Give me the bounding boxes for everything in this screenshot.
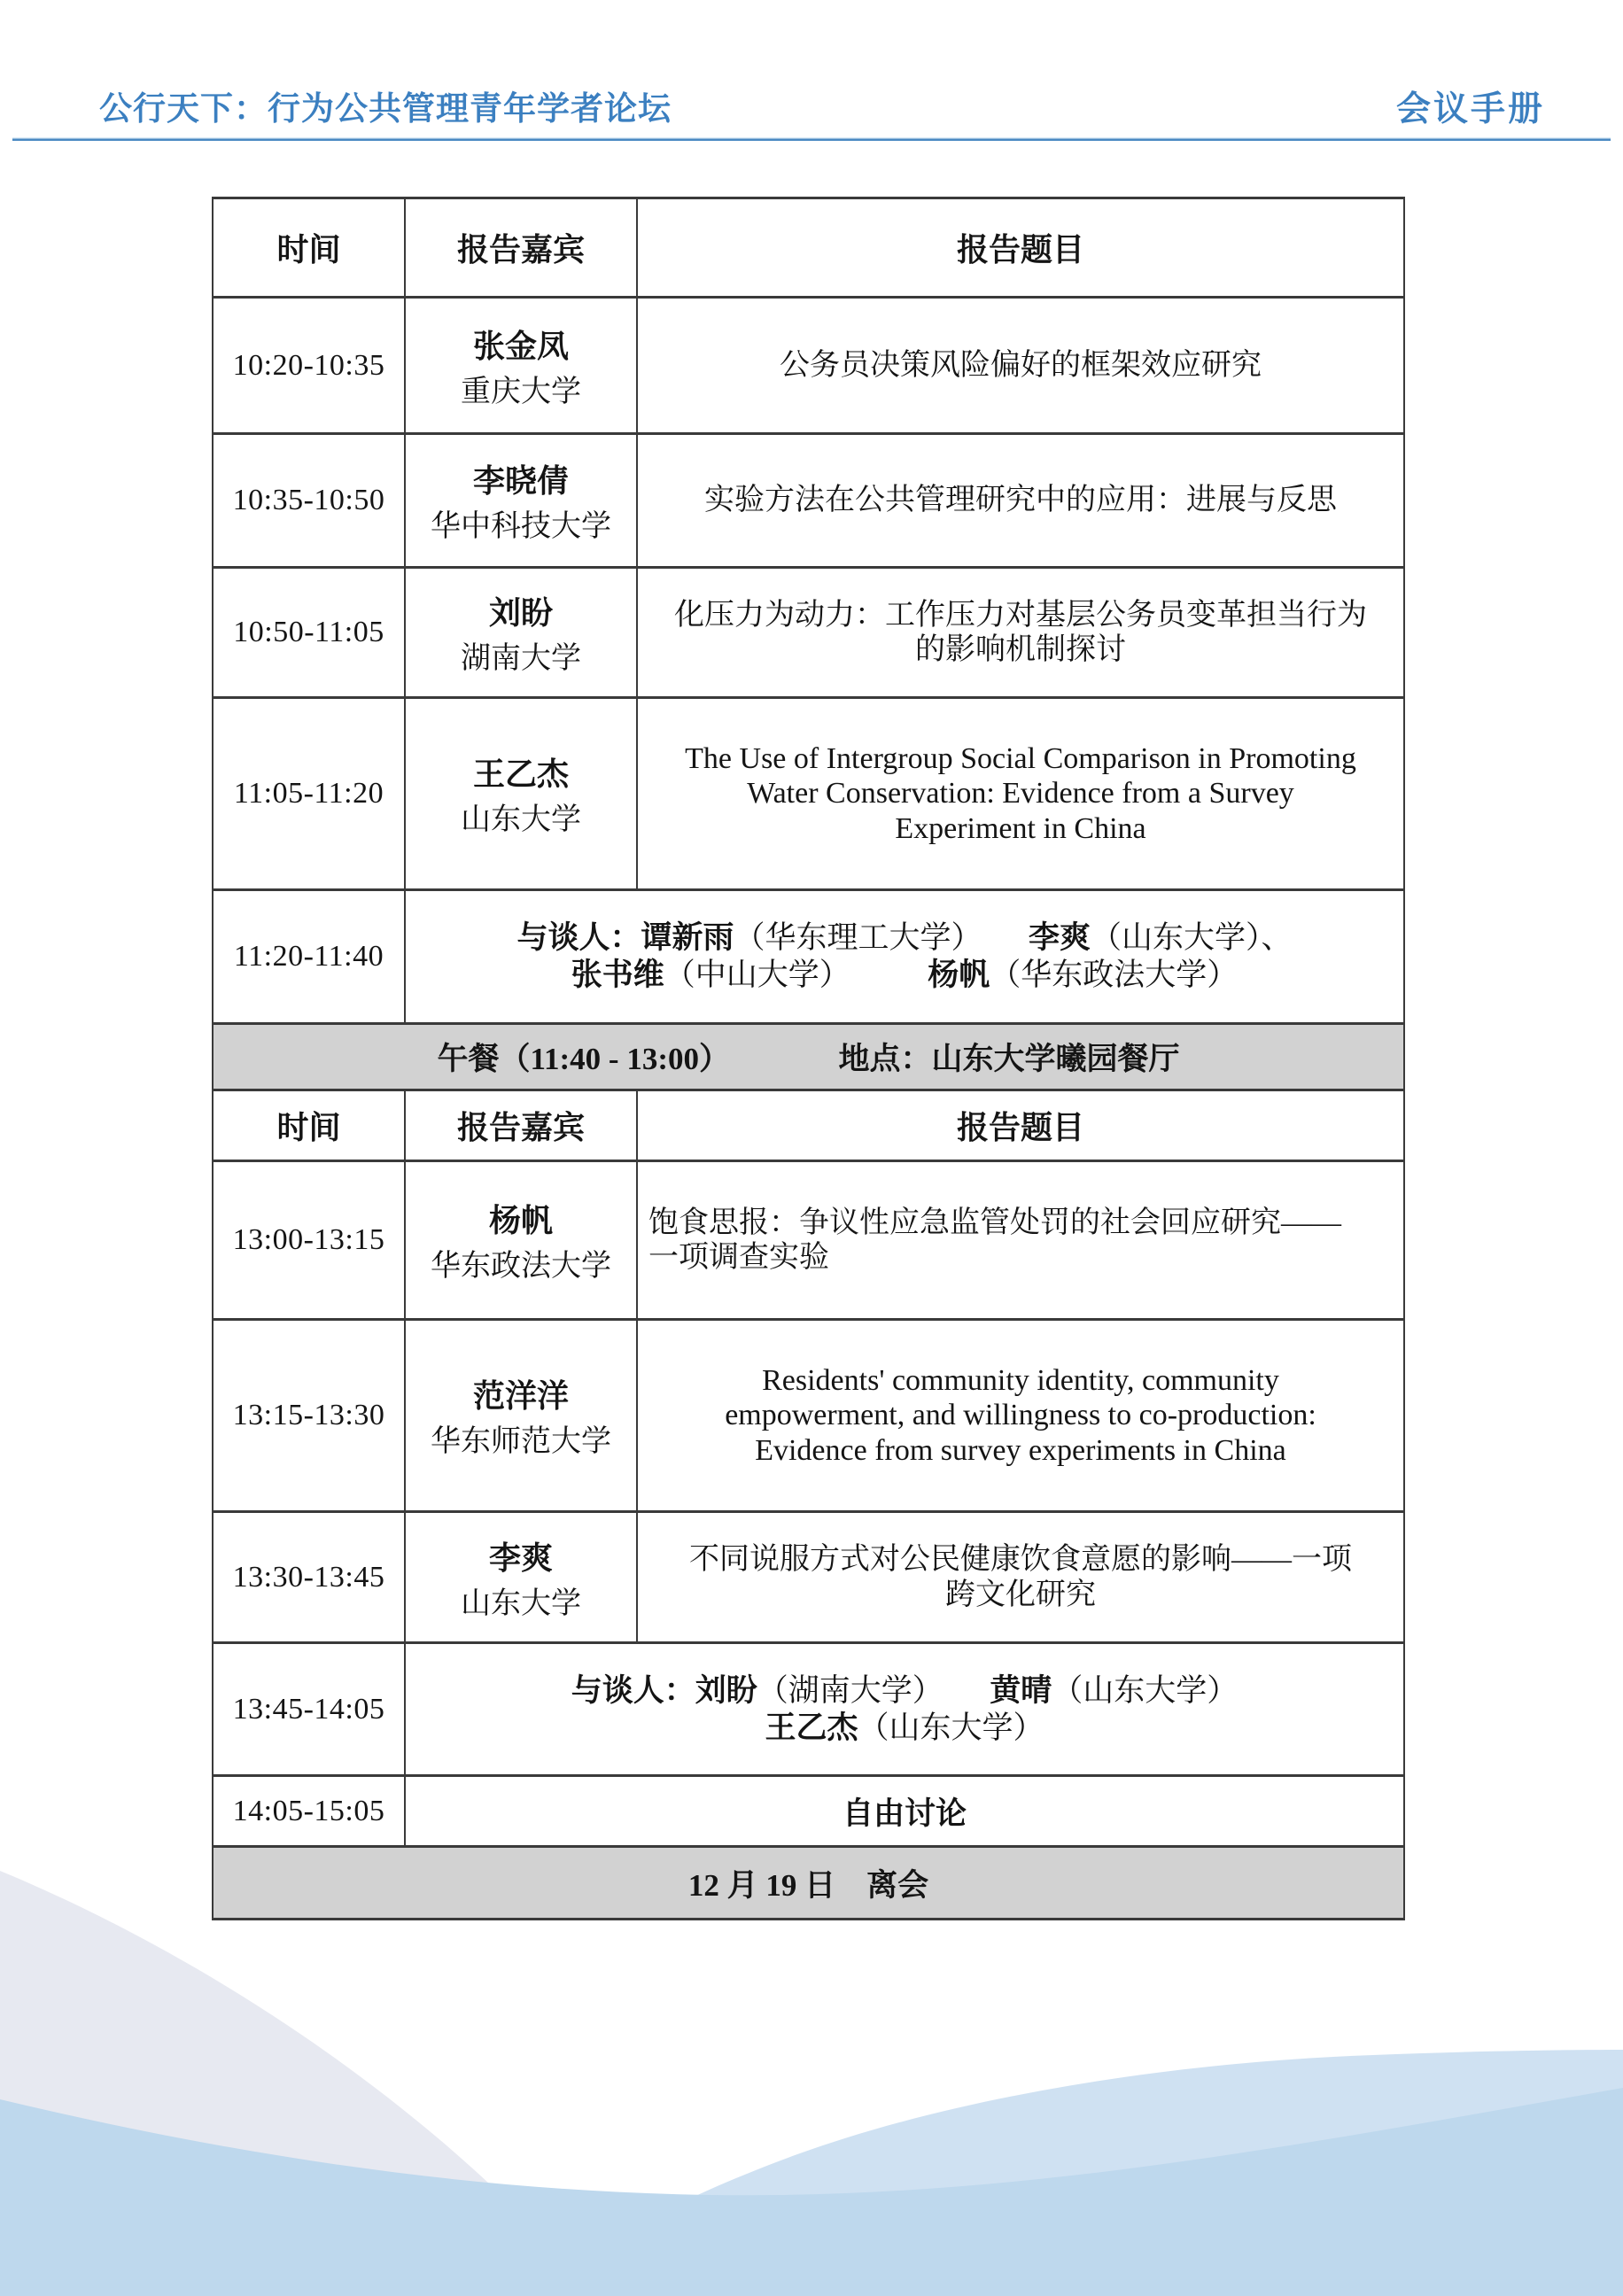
banner-row <box>213 1024 1404 1090</box>
schedule-row <box>213 698 1404 890</box>
affiliation-text <box>928 1673 990 1708</box>
person-name-text: 与谈人：刘盼 <box>571 1672 757 1708</box>
schedule-table <box>212 197 1405 1920</box>
speaker-box <box>406 1196 636 1284</box>
person-name-text: 张书维 <box>571 958 664 992</box>
speaker-name: 刘盼 <box>488 595 553 631</box>
speaker-cell <box>405 1161 637 1320</box>
header-divider <box>12 137 1611 141</box>
column-header-0: 时间 <box>213 1090 405 1161</box>
discussant-line <box>406 1710 1403 1747</box>
speaker-name: 杨帆 <box>488 1203 553 1238</box>
speaker-box <box>406 749 636 838</box>
schedule-row <box>213 890 1404 1024</box>
title-cell <box>637 1512 1404 1643</box>
discussants-cell <box>405 890 1404 1024</box>
column-header-2: 报告题目 <box>637 198 1404 298</box>
time-cell: 10:35-10:50 <box>213 434 405 568</box>
discussant-lines <box>406 919 1403 994</box>
title-lines <box>638 348 1403 383</box>
title-lines <box>638 1206 1403 1275</box>
title-lines <box>638 1542 1403 1611</box>
speaker-name: 李爽 <box>488 1540 553 1576</box>
speaker-affiliation: 华东政法大学 <box>431 1250 611 1283</box>
banner-cell <box>213 1024 1404 1090</box>
time-cell: 10:50-11:05 <box>213 568 405 698</box>
speaker-box <box>406 588 636 677</box>
column-header-0: 时间 <box>213 198 405 298</box>
person-name-text: 与谈人：谭新雨 <box>516 920 734 955</box>
free-discussion-cell: 自由讨论 <box>405 1776 1404 1847</box>
speaker-name: 李晓倩 <box>472 463 569 499</box>
title-lines <box>638 1363 1403 1467</box>
person-name-text: 12 月 19 日 离会 <box>687 1867 929 1903</box>
affiliation-text: （华东政法大学） <box>990 958 1239 992</box>
title-line: 跨文化研究 <box>945 1578 1096 1611</box>
column-header-1: 报告嘉宾 <box>405 198 637 298</box>
speaker-cell <box>405 1320 637 1512</box>
person-name-text: 王乙杰 <box>765 1710 858 1745</box>
speaker-affiliation: 重庆大学 <box>461 375 581 408</box>
affiliation-text: （山东大学） <box>1052 1672 1239 1708</box>
schedule-row <box>213 298 1404 434</box>
speaker-cell <box>405 698 637 890</box>
schedule-row <box>213 1320 1404 1512</box>
time-cell: 11:05-11:20 <box>213 698 405 890</box>
title-line: 实验方法在公共管理研究中的应用：进展与反思 <box>704 484 1337 517</box>
manual-label: 会议手册 <box>1395 90 1545 128</box>
speaker-name: 张金凤 <box>472 328 569 364</box>
time-cell: 13:45-14:05 <box>213 1643 405 1776</box>
time-cell: 13:00-13:15 <box>213 1161 405 1320</box>
speaker-cell <box>405 434 637 568</box>
speaker-affiliation: 湖南大学 <box>461 642 581 675</box>
affiliation-text: （湖南大学） <box>757 1672 928 1708</box>
time-cell: 11:20-11:40 <box>213 890 405 1024</box>
person-name-text: 地点：山东大学曦园餐厅 <box>838 1042 1180 1076</box>
affiliation-text <box>835 958 928 992</box>
banner-cell <box>213 1847 1404 1920</box>
forum-title: 公行天下：行为公共管理青年学者论坛 <box>99 90 672 127</box>
speaker-box <box>406 456 636 545</box>
speaker-cell <box>405 568 637 698</box>
speaker-affiliation: 华中科技大学 <box>431 510 611 543</box>
title-line: 公务员决策风险偏好的框架效应研究 <box>780 348 1262 382</box>
speaker-affiliation: 山东大学 <box>461 803 581 836</box>
title-cell <box>637 698 1404 890</box>
schedule-row <box>213 1161 1404 1320</box>
schedule-row <box>213 1776 1404 1847</box>
affiliation-text: （华东理工大学） <box>734 920 967 955</box>
banner-row <box>213 1847 1404 1920</box>
title-line: Water Conservation: Evidence from a Survey <box>747 777 1294 811</box>
affiliation-text: （山东大学） <box>858 1710 1044 1745</box>
affiliation-text: （山东大学）、 <box>1091 920 1293 955</box>
title-line: Residents' community identity, community <box>762 1364 1279 1398</box>
title-line: 不同说服方式对公民健康饮食意愿的影响——一项 <box>689 1543 1352 1577</box>
title-line: The Use of Intergroup Social Comparison in Promoting <box>685 742 1356 776</box>
title-line: 的影响机制探讨 <box>915 633 1126 666</box>
title-line: 饱食思报：争议性应急监管处罚的社会回应研究—— <box>648 1206 1341 1239</box>
person-name-text: 李爽 <box>1029 920 1091 955</box>
schedule-row <box>213 434 1404 568</box>
speaker-name: 范洋洋 <box>472 1378 569 1414</box>
affiliation-text: （中山大学） <box>664 958 835 992</box>
title-cell <box>637 568 1404 698</box>
schedule-row <box>213 568 1404 698</box>
title-cell <box>637 1320 1404 1512</box>
speaker-affiliation: 山东大学 <box>461 1586 581 1620</box>
title-lines <box>638 598 1403 667</box>
title-cell <box>637 1161 1404 1320</box>
affiliation-text <box>715 1042 839 1076</box>
schedule-table-container <box>212 197 1405 1920</box>
discussant-lines <box>406 1672 1403 1747</box>
title-line: 化压力为动力：工作压力对基层公务员变革担当行为 <box>674 598 1367 632</box>
title-line: Evidence from survey experiments in China <box>755 1433 1286 1467</box>
title-line: Experiment in China <box>895 811 1146 845</box>
speaker-box <box>406 1371 636 1460</box>
column-header-1: 报告嘉宾 <box>405 1090 637 1161</box>
time-cell: 14:05-15:05 <box>213 1776 405 1847</box>
column-header-2: 报告题目 <box>637 1090 1404 1161</box>
title-lines <box>638 483 1403 517</box>
title-line: 一项调查实验 <box>648 1241 829 1274</box>
title-line: empowerment, and willingness to co-production: <box>725 1399 1316 1432</box>
time-cell: 13:15-13:30 <box>213 1320 405 1512</box>
speaker-name: 王乙杰 <box>472 756 569 792</box>
title-cell <box>637 434 1404 568</box>
title-lines <box>638 741 1403 845</box>
person-name-text: 杨帆 <box>928 958 990 992</box>
speaker-cell <box>405 298 637 434</box>
discussants-cell <box>405 1643 1404 1776</box>
time-cell: 13:30-13:45 <box>213 1512 405 1643</box>
discussant-line <box>406 919 1403 957</box>
affiliation-text <box>967 920 1029 955</box>
speaker-affiliation: 华东师范大学 <box>431 1425 611 1458</box>
time-cell: 10:20-10:35 <box>213 298 405 434</box>
schedule-row <box>213 1512 1404 1643</box>
person-name-text: 黄晴 <box>990 1672 1052 1708</box>
speaker-box <box>406 1533 636 1622</box>
discussant-line <box>406 1672 1403 1710</box>
title-cell <box>637 298 1404 434</box>
person-name-text: 午餐（11:40 - 13:00） <box>437 1042 715 1076</box>
schedule-row <box>213 1643 1404 1776</box>
discussant-line <box>406 957 1403 994</box>
schedule-table-body <box>213 198 1404 1920</box>
speaker-cell <box>405 1512 637 1643</box>
table-header-row <box>213 198 1404 298</box>
speaker-box <box>406 322 636 410</box>
table-header-row <box>213 1090 1404 1161</box>
